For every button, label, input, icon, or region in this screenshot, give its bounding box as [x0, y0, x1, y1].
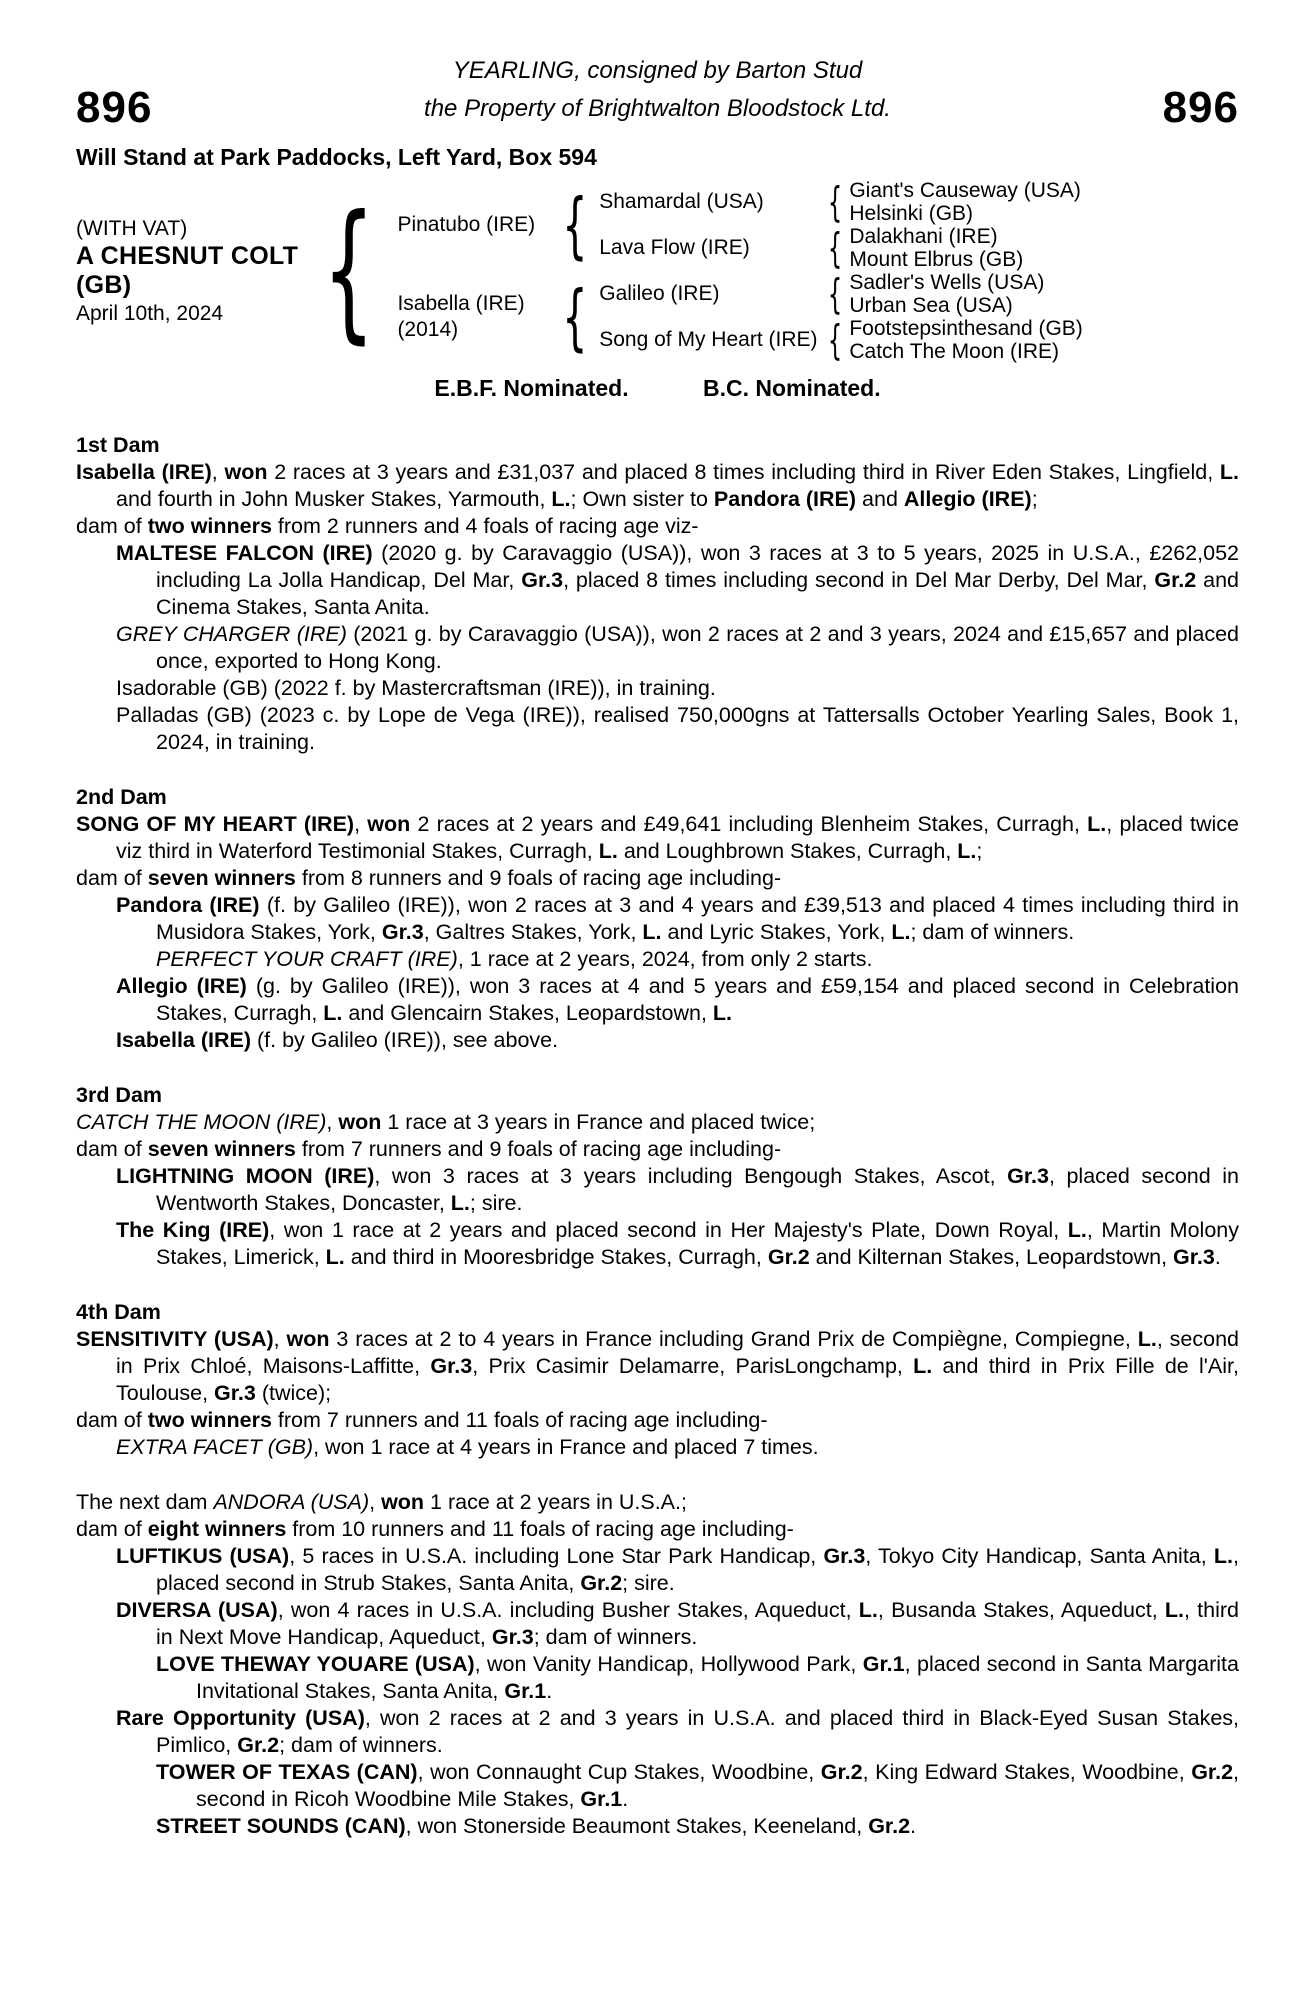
text-run: ; dam of winners. — [279, 1733, 443, 1757]
sire-name: Pinatubo (IRE) — [397, 213, 536, 236]
lot-number-left: 896 — [76, 83, 153, 133]
text-run: and — [856, 487, 904, 511]
text-run: Gr.3 — [214, 1381, 256, 1405]
text-run: STREET SOUNDS (CAN) — [156, 1814, 406, 1838]
text-run: SENSITIVITY (USA) — [76, 1327, 274, 1351]
text-run: L. — [642, 920, 662, 944]
text-run: (2020 g. by Caravaggio (USA)), won 3 races at 3 to 5 years, 2025 in U.S.A., £262,052 including La Jolla Handicap, Del Mar, — [156, 541, 1239, 592]
subject-block — [76, 216, 300, 327]
text-run: , Tokyo City Handicap, Santa Anita, — [865, 1544, 1214, 1568]
page-header — [76, 52, 1239, 133]
paternal-granddam-branch — [599, 225, 1081, 271]
text-run: 2 races at 3 years and £31,037 and placed 8 times including third in River Eden Stakes, Lingfield, — [267, 460, 1220, 484]
text-run: Gr.3 — [381, 920, 424, 944]
text-run: 1 race at 3 years in France and placed twice; — [381, 1110, 816, 1134]
text-run: , Busanda Stakes, Aqueduct, — [877, 1598, 1165, 1622]
text-run: ; — [1031, 487, 1038, 511]
subject-name: A CHESNUT COLT — [76, 241, 299, 270]
great-grandparents — [849, 225, 1023, 271]
foaling-date: April 10th, 2024 — [76, 301, 224, 325]
text-run: L. — [913, 1354, 933, 1378]
text-run: L. — [598, 839, 618, 863]
dam-section — [76, 1082, 1239, 1271]
text-run: Allegio (IRE) — [116, 974, 247, 998]
text-run: , third in Next Move Handicap, Aqueduct, — [156, 1598, 1239, 1649]
text-run: , — [354, 812, 368, 836]
text-run: ; sire. — [469, 1191, 523, 1215]
text-run: . — [546, 1679, 553, 1703]
text-run: CATCH THE MOON (IRE) — [76, 1110, 327, 1134]
text-run: and fourth in John Musker Stakes, Yarmouth, — [116, 487, 552, 511]
dam-heading: 4th Dam — [76, 1300, 161, 1324]
subject-suffix: (GB) — [76, 270, 132, 299]
text-run: Pandora (IRE) — [713, 487, 857, 511]
text-run: Rare Opportunity (USA) — [116, 1706, 365, 1730]
dam-heading: 3rd Dam — [76, 1083, 163, 1107]
text-run: , won 4 races in U.S.A. including Busher Stakes, Aqueduct, — [277, 1598, 859, 1622]
bc-nominated: B.C. Nominated. — [703, 375, 881, 401]
text-run: , won 1 race at 2 years and placed second in Her Majesty's Plate, Down Royal, — [269, 1218, 1068, 1242]
text-run: , second in Ricoh Woodbine Mile Stakes, — [196, 1760, 1240, 1811]
maternal-granddam-name: Song of My Heart (IRE) — [599, 328, 818, 351]
text-run: Gr.2 — [237, 1733, 280, 1757]
brace-icon — [322, 196, 374, 346]
text-run: ANDORA (USA) — [213, 1490, 370, 1514]
brace-icon — [828, 320, 842, 361]
sire-parents-column — [599, 179, 1081, 271]
dam-year: (2014) — [397, 318, 459, 341]
text-run: Pandora (IRE) — [116, 893, 260, 917]
ancestor-name: Catch The Moon (IRE) — [849, 340, 1060, 363]
text-run: and Kilternan Stakes, Leopardstown, — [809, 1245, 1174, 1269]
text-run: and third in Prix Fille de l'Air, Toulouse, — [116, 1354, 1239, 1405]
text-run: dam of — [76, 1517, 148, 1541]
brace-icon — [563, 281, 588, 353]
catalog-paragraph — [76, 1027, 1239, 1054]
catalog-paragraph — [76, 865, 1239, 892]
dam-section — [76, 432, 1239, 756]
ancestor-name: Helsinki (GB) — [849, 202, 974, 225]
vat-note: (WITH VAT) — [76, 216, 188, 240]
text-run: and Loughbrown Stakes, Curragh, — [617, 839, 958, 863]
text-run: , — [273, 1327, 287, 1351]
text-run: ; dam of winners. — [533, 1625, 698, 1649]
text-run: seven winners — [147, 866, 296, 890]
text-run: , 5 races in U.S.A. including Lone Star Park Handicap, — [289, 1544, 824, 1568]
text-run: . — [910, 1814, 917, 1838]
catalog-paragraph — [76, 1597, 1239, 1651]
text-run: Palladas (GB) (2023 c. by Lope de Vega (IRE)), realised 750,000gns at Tattersalls October Yearling Sales, Book 1, 2024, in training. — [116, 703, 1239, 754]
text-run: 3 races at 2 to 4 years in France including Grand Prix de Compiègne, Compiegne, — [329, 1327, 1138, 1351]
ancestor-name: Mount Elbrus (GB) — [849, 248, 1024, 271]
text-run: , won Vanity Handicap, Hollywood Park, — [474, 1652, 863, 1676]
brace-icon — [828, 182, 842, 223]
text-run: DIVERSA (USA) — [116, 1598, 278, 1622]
catalog-paragraph — [76, 1407, 1239, 1434]
dam-parents-column — [599, 271, 1083, 363]
sire-branch — [397, 179, 1082, 271]
dam-section — [76, 1489, 1239, 1840]
text-run: L. — [1164, 1598, 1184, 1622]
text-run: from 10 runners and 11 foals of racing age including- — [286, 1517, 794, 1541]
maternal-grandsire-name: Galileo (IRE) — [599, 282, 720, 305]
text-run: Gr.3 — [491, 1625, 534, 1649]
catalog-paragraph — [76, 1136, 1239, 1163]
text-run: two winners — [147, 1408, 272, 1432]
text-run: , placed 8 times including second in Del Mar Derby, Del Mar, — [563, 568, 1155, 592]
text-run: L. — [1087, 812, 1107, 836]
text-run: L. — [957, 839, 977, 863]
brace-icon — [828, 228, 842, 269]
text-run: Gr.2 — [767, 1245, 810, 1269]
text-run: 2 races at 2 years and £49,641 including Blenheim Stakes, Curragh, — [410, 812, 1088, 836]
text-run: LUFTIKUS (USA) — [116, 1544, 290, 1568]
text-run: , won 3 races at 3 years including Bengough Stakes, Ascot, — [374, 1164, 1008, 1188]
pedigree-table — [76, 179, 1239, 363]
text-run: , placed second in Santa Margarita Invitational Stakes, Santa Anita, — [196, 1652, 1239, 1703]
text-run: L. — [1067, 1218, 1087, 1242]
text-run: won — [367, 812, 411, 836]
text-run: Gr.3 — [1173, 1245, 1215, 1269]
consignment-block — [216, 52, 1099, 128]
text-run: L. — [858, 1598, 878, 1622]
dam-section — [76, 1299, 1239, 1461]
text-run: ; — [976, 839, 983, 863]
text-run: (f. by Galileo (IRE)), won 2 races at 3 and 4 years and £39,513 and placed 4 times including third in Musidora Stakes, York, — [156, 893, 1239, 944]
text-run: Isabella (IRE) — [76, 460, 212, 484]
catalog-paragraph — [76, 946, 1239, 973]
text-run: dam of — [76, 514, 148, 538]
catalog-paragraph — [76, 1705, 1239, 1759]
catalog-paragraph — [76, 540, 1239, 621]
ancestor-name: Sadler's Wells (USA) — [849, 271, 1045, 294]
text-run: won — [338, 1110, 382, 1134]
dam-heading: 1st Dam — [76, 433, 160, 457]
ancestor-name: Footstepsinthesand (GB) — [849, 317, 1083, 340]
text-run: (2021 g. by Caravaggio (USA)), won 2 races at 2 and 3 years, 2024 and £15,657 and placed once, exported to Hong Kong. — [156, 622, 1239, 673]
text-run: ; sire. — [622, 1571, 675, 1595]
maternal-grandsire-branch — [599, 271, 1083, 317]
catalog-paragraph — [76, 811, 1239, 865]
text-run: , — [369, 1490, 382, 1514]
text-run: Allegio (IRE) — [903, 487, 1032, 511]
catalog-paragraph — [76, 1813, 1239, 1840]
ancestor-name: Dalakhani (IRE) — [849, 225, 998, 248]
text-run: LIGHTNING MOON (IRE) — [116, 1164, 375, 1188]
text-run: , Galtres Stakes, York, — [423, 920, 643, 944]
text-run: Gr.3 — [823, 1544, 866, 1568]
text-run: Gr.2 — [1191, 1760, 1234, 1784]
text-run: , Martin Molony Stakes, Limerick, — [156, 1218, 1239, 1269]
brace-icon — [563, 189, 588, 261]
text-run: , Prix Casimir Delamarre, ParisLongchamp, — [472, 1354, 914, 1378]
text-run: two winners — [147, 514, 272, 538]
catalog-paragraph — [76, 1489, 1239, 1516]
text-run: and Glencairn Stakes, Leopardstown, — [342, 1001, 713, 1025]
text-run: . — [622, 1787, 629, 1811]
dam-name-block — [397, 291, 551, 343]
text-run: L. — [1219, 460, 1239, 484]
paternal-grandsire-name: Shamardal (USA) — [599, 190, 764, 213]
text-run: , won Connaught Cup Stakes, Woodbine, — [417, 1760, 821, 1784]
text-run: from 8 runners and 9 foals of racing age including- — [295, 866, 782, 890]
catalog-paragraph — [76, 973, 1239, 1027]
text-run: from 2 runners and 4 foals of racing age viz- — [271, 514, 699, 538]
great-grandparents — [849, 179, 1081, 225]
text-run: LOVE THEWAY YOUARE (USA) — [156, 1652, 475, 1676]
text-run: Gr.1 — [862, 1652, 905, 1676]
text-run: , second in Prix Chloé, Maisons-Laffitte, — [116, 1327, 1240, 1378]
text-run: L. — [891, 920, 911, 944]
text-run: 1 race at 2 years in U.S.A.; — [424, 1490, 687, 1514]
dam-heading: 2nd Dam — [76, 785, 167, 809]
text-run: won — [381, 1490, 425, 1514]
catalog-paragraph — [76, 1434, 1239, 1461]
text-run: and Cinema Stakes, Santa Anita. — [156, 568, 1239, 619]
dam-section — [76, 784, 1239, 1054]
text-run: dam of — [76, 1408, 148, 1432]
catalog-paragraph — [76, 702, 1239, 756]
text-run: (g. by Galileo (IRE)), won 3 races at 4 and 5 years and £59,154 and placed second in Celebration Stakes, Curragh, — [156, 974, 1239, 1025]
text-run: TOWER OF TEXAS (CAN) — [156, 1760, 418, 1784]
text-run: , won 1 race at 4 years in France and placed 7 times. — [313, 1435, 819, 1459]
paternal-granddam-name: Lava Flow (IRE) — [599, 236, 750, 259]
text-run: , King Edward Stakes, Woodbine, — [862, 1760, 1192, 1784]
text-run: , placed twice viz third in Waterford Testimonial Stakes, Curragh, — [116, 812, 1240, 863]
text-run: dam of — [76, 1137, 148, 1161]
text-run: , — [326, 1110, 339, 1134]
text-run: MALTESE FALCON (IRE) — [116, 541, 373, 565]
catalog-paragraph — [76, 1651, 1239, 1705]
catalog-paragraph — [76, 1217, 1239, 1271]
consignment-line: YEARLING, consigned by Barton Stud — [452, 57, 863, 84]
text-run: L. — [1213, 1544, 1233, 1568]
text-run: Isabella (IRE) — [116, 1028, 252, 1052]
dam-name: Isabella (IRE) — [397, 292, 525, 315]
catalog-paragraph — [76, 1163, 1239, 1217]
great-grandparents — [849, 271, 1044, 317]
text-run: . — [1214, 1245, 1221, 1269]
text-run: , — [211, 460, 225, 484]
catalog-paragraph — [76, 513, 1239, 540]
text-run: Gr.2 — [820, 1760, 863, 1784]
catalog-paragraph — [76, 1516, 1239, 1543]
text-run: Gr.3 — [521, 568, 564, 592]
catalog-body — [76, 432, 1239, 1840]
ancestor-name: Giant's Causeway (USA) — [849, 179, 1081, 202]
text-run: EXTRA FACET (GB) — [116, 1435, 314, 1459]
catalog-paragraph — [76, 1326, 1239, 1407]
catalog-paragraph — [76, 459, 1239, 513]
text-run: PERFECT YOUR CRAFT (IRE) — [156, 947, 458, 971]
ancestor-name: Urban Sea (USA) — [849, 294, 1013, 317]
text-run: (f. by Galileo (IRE)), see above. — [251, 1028, 559, 1052]
text-run: from 7 runners and 9 foals of racing age including- — [295, 1137, 782, 1161]
text-run: L. — [551, 487, 571, 511]
owner-line: the Property of Brightwalton Bloodstock Ltd. — [424, 95, 891, 122]
text-run: eight winners — [147, 1517, 287, 1541]
text-run: Gr.2 — [580, 1571, 623, 1595]
text-run: L. — [323, 1001, 343, 1025]
catalog-paragraph — [76, 892, 1239, 946]
text-run: Gr.3 — [1007, 1164, 1049, 1188]
catalog-paragraph — [76, 1759, 1239, 1813]
catalog-paragraph — [76, 621, 1239, 675]
generation-2-column — [397, 179, 1082, 363]
text-run: ; dam of winners. — [910, 920, 1075, 944]
text-run: The next dam — [76, 1490, 214, 1514]
dam-branch — [397, 271, 1082, 363]
text-run: Gr.1 — [580, 1787, 623, 1811]
catalog-paragraph — [76, 1109, 1239, 1136]
text-run: and third in Mooresbridge Stakes, Curragh, — [344, 1245, 768, 1269]
great-grandparents — [849, 317, 1082, 363]
text-run: , 1 race at 2 years, 2024, from only 2 starts. — [457, 947, 873, 971]
text-run: won — [286, 1327, 330, 1351]
stand-location-line: Will Stand at Park Paddocks, Left Yard, Box 594 — [76, 144, 597, 170]
text-run: Gr.2 — [868, 1814, 911, 1838]
paternal-grandsire-branch — [599, 179, 1081, 225]
text-run: and Lyric Stakes, York, — [661, 920, 892, 944]
text-run: L. — [325, 1245, 345, 1269]
text-run: GREY CHARGER (IRE) — [116, 622, 347, 646]
text-run: , placed second in Strub Stakes, Santa Anita, — [156, 1544, 1239, 1595]
catalog-paragraph — [76, 1543, 1239, 1597]
ebf-nominated: E.B.F. Nominated. — [434, 375, 629, 401]
text-run: L. — [450, 1191, 470, 1215]
text-run: SONG OF MY HEART (IRE) — [76, 812, 355, 836]
nominations-line — [76, 375, 1239, 402]
text-run: , won Stonerside Beaumont Stakes, Keeneland, — [405, 1814, 869, 1838]
text-run: won — [224, 460, 268, 484]
text-run: from 7 runners and 11 foals of racing age including- — [271, 1408, 768, 1432]
text-run: dam of — [76, 866, 148, 890]
catalog-paragraph — [76, 675, 1239, 702]
text-run: seven winners — [147, 1137, 296, 1161]
text-run: ; Own sister to — [570, 487, 714, 511]
text-run: Gr.3 — [430, 1354, 473, 1378]
maternal-granddam-branch — [599, 317, 1083, 363]
text-run: , placed second in Wentworth Stakes, Doncaster, — [156, 1164, 1239, 1215]
brace-icon — [828, 274, 842, 315]
text-run: (twice); — [255, 1381, 332, 1405]
text-run: The King (IRE) — [116, 1218, 270, 1242]
text-run: , won 2 races at 2 and 3 years in U.S.A. and placed third in Black-Eyed Susan Stakes, Pimlico, — [156, 1706, 1239, 1757]
text-run: Gr.2 — [1154, 568, 1197, 592]
text-run: L. — [1137, 1327, 1157, 1351]
text-run: L. — [712, 1001, 733, 1025]
text-run: Isadorable (GB) (2022 f. by Mastercraftsman (IRE)), in training. — [116, 676, 716, 700]
text-run: Gr.1 — [504, 1679, 547, 1703]
lot-number-right: 896 — [1162, 83, 1239, 133]
